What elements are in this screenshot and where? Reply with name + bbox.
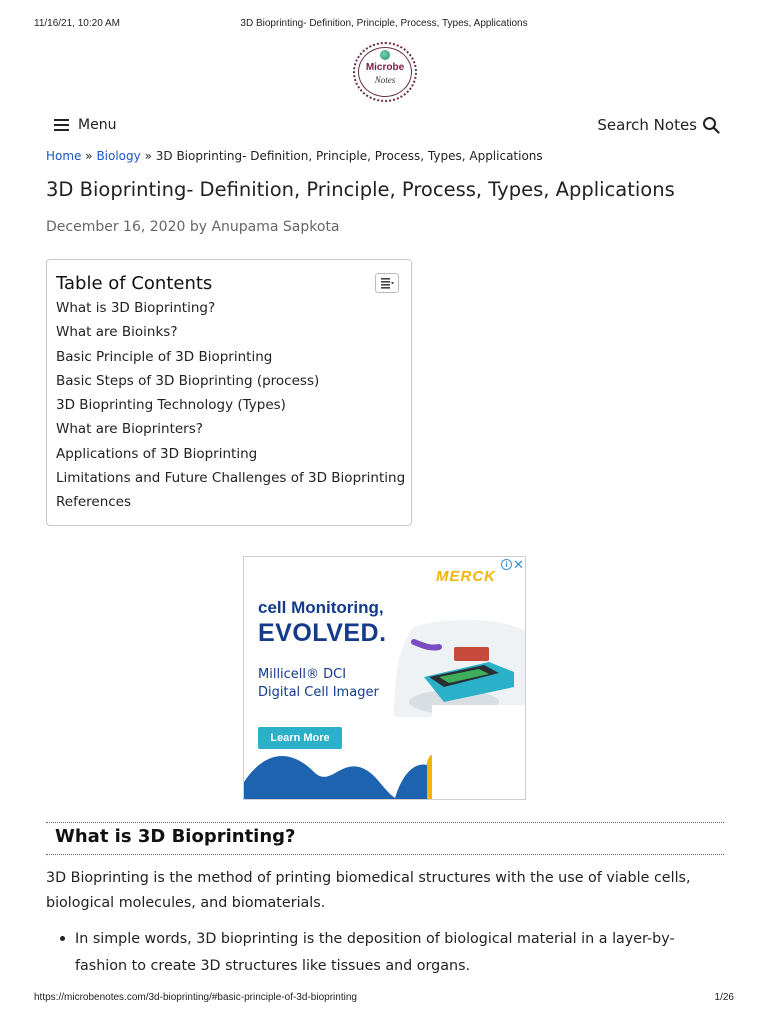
print-page-number: 1/26 — [714, 992, 734, 1003]
page-title: 3D Bioprinting- Definition, Principle, Process, Types, Applications — [46, 178, 675, 201]
toc-item[interactable]: Limitations and Future Challenges of 3D Bioprinting — [56, 470, 406, 487]
breadcrumb-current: 3D Bioprinting- Definition, Principle, Process, Types, Applications — [155, 149, 543, 163]
ad-blank-area — [432, 705, 526, 800]
article-byline: December 16, 2020 by Anupama Sapkota — [46, 219, 340, 235]
section-divider — [46, 822, 724, 823]
ad-close-icon[interactable]: ✕ — [513, 557, 524, 572]
print-datetime: 11/16/21, 10:20 AM — [34, 18, 120, 29]
section-divider — [46, 854, 724, 855]
toc-list — [56, 300, 405, 519]
toc-item[interactable]: What are Bioprinters? — [56, 421, 203, 438]
toc-item[interactable]: References — [56, 494, 132, 511]
print-url: https://microbenotes.com/3d-bioprinting/#basic-principle-of-3d-bioprinting — [34, 992, 357, 1003]
toc-item[interactable]: Basic Steps of 3D Bioprinting (process) — [56, 372, 320, 389]
ad-brand-logo: MERCK — [436, 568, 496, 585]
logo-text-primary: Microbe — [365, 62, 405, 73]
search-icon — [702, 116, 720, 134]
ad-headline-emphasis: EVOLVED. — [258, 619, 387, 647]
breadcrumb — [46, 149, 543, 163]
ad-product-name: Millicell® DCI — [258, 667, 347, 682]
breadcrumb-home-link[interactable]: Home — [46, 149, 82, 163]
menu-button[interactable] — [54, 115, 116, 135]
body-paragraph: 3D Bioprinting is the method of printing biomedical structures with the use of viable cells, biological molecules, and biomaterials. — [46, 870, 691, 911]
menu-label: Menu — [78, 117, 117, 133]
table-of-contents — [46, 259, 412, 526]
toc-item[interactable]: 3D Bioprinting Technology (Types) — [56, 397, 286, 414]
toc-item[interactable]: What is 3D Bioprinting? — [56, 300, 216, 316]
ad-product-description: Digital Cell Imager — [258, 685, 379, 700]
breadcrumb-separator: » — [144, 149, 152, 163]
ad-learn-more-button[interactable]: Learn More — [258, 727, 342, 749]
site-logo[interactable] — [353, 42, 417, 102]
breadcrumb-separator: » — [85, 149, 93, 163]
bullet-icon — [60, 936, 65, 941]
toc-item[interactable]: What are Bioinks? — [56, 324, 178, 341]
print-page-title: 3D Bioprinting- Definition, Principle, Process, Types, Applications — [240, 18, 528, 29]
ad-info-icon[interactable]: i — [501, 559, 512, 570]
advertisement[interactable] — [243, 556, 526, 800]
toc-item[interactable]: Applications of 3D Bioprinting — [56, 445, 258, 462]
cell-imager-illustration — [394, 617, 526, 717]
toc-item[interactable]: Basic Principle of 3D Bioprinting — [56, 348, 273, 365]
toc-toggle-button[interactable] — [375, 273, 399, 293]
section-heading: What is 3D Bioprinting? — [55, 826, 296, 847]
logo-text-secondary: Notes — [374, 75, 396, 85]
breadcrumb-category-link[interactable]: Biology — [96, 149, 141, 163]
search-notes-button[interactable] — [597, 114, 720, 136]
search-label: Search Notes — [597, 116, 697, 134]
print-footer — [0, 992, 768, 1006]
ad-headline: cell Monitoring, — [258, 598, 384, 617]
hamburger-icon — [54, 119, 69, 131]
print-header — [0, 18, 768, 32]
logo-globe-icon — [380, 50, 390, 60]
toc-title: Table of Contents — [56, 273, 213, 294]
bullet-item: In simple words, 3D bioprinting is the deposition of biological material in a layer-by-fashion to create 3D structures like tissues and organs. — [75, 931, 675, 974]
list-toggle-icon — [381, 278, 394, 289]
